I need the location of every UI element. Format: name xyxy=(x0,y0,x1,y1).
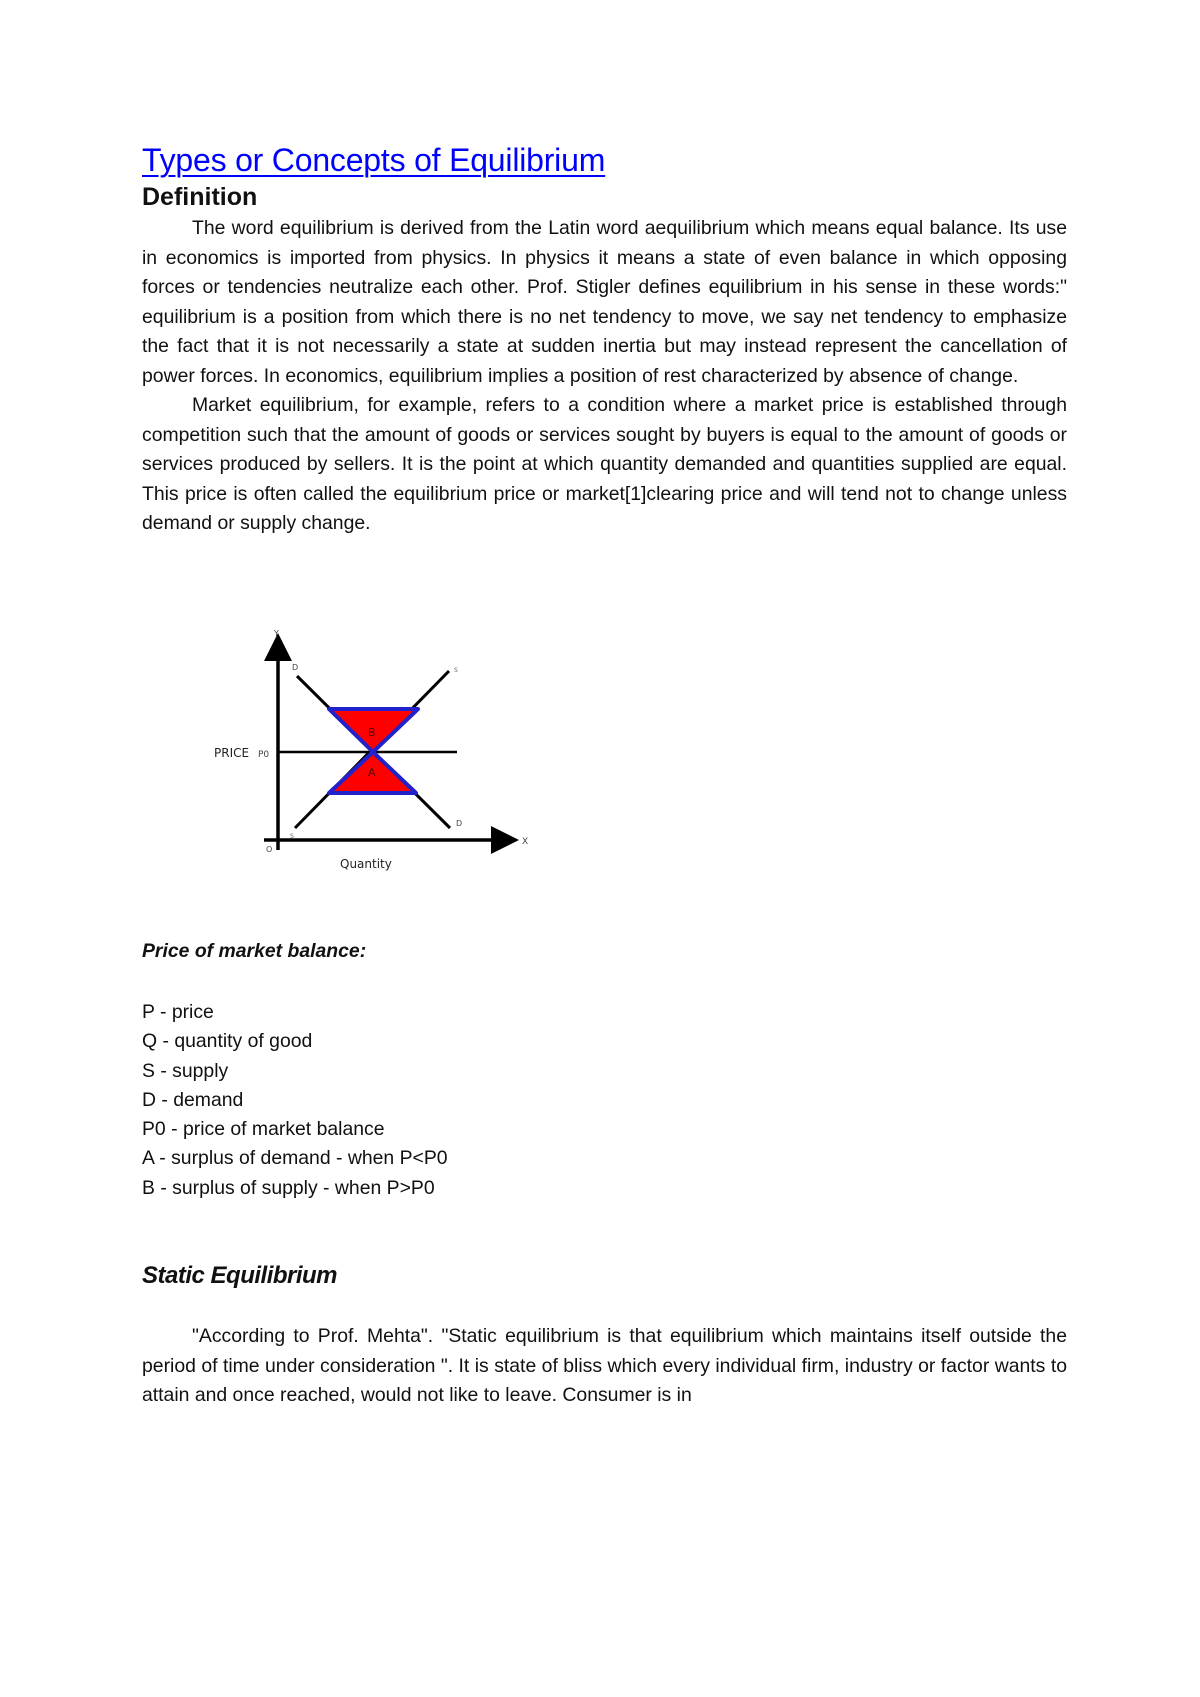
definition-paragraph: The word equilibrium is derived from the Latin word aequilibrium which means equal balance. Its use in economics is imported from physics. In physics it means a state of even balance in which opposing forces or tendencies neutralize each other. Prof. Stigler defines equilibrium in his sense in these words:" equilibrium is a position from which there is no net tendency to move, we say net tendency to emphasize the fact that it is not necessarily a state at sudden inertia but may instead represent the cancellation of power forces. In economics, equilibrium implies a position of rest characterized by absence of change. xyxy=(142,217,1067,387)
demand-label-bottom: D xyxy=(456,819,463,828)
quantity-label: Quantity xyxy=(340,857,392,871)
static-equilibrium-heading: Static Equilibrium xyxy=(142,1262,338,1289)
static-equilibrium-paragraph: "According to Prof. Mehta". "Static equilibrium is that equilibrium which maintains itself outside the period of time under consideration ". It is state of bliss which every individual firm, industry or factor wants to attain and once reached, would not like to leave. Consumer is in xyxy=(142,1325,1067,1406)
demand-label-top: D xyxy=(292,663,299,672)
equilibrium-diagram xyxy=(182,612,542,872)
region-a-label: A xyxy=(368,766,376,779)
document-title-link[interactable]: Types or Concepts of Equilibrium xyxy=(142,142,606,178)
origin-label: O xyxy=(266,845,273,854)
supply-label-bottom: S xyxy=(290,833,294,840)
legend-item: S - supply xyxy=(142,1059,229,1082)
supply-label-top: S xyxy=(454,667,458,674)
legend-item: Q - quantity of good xyxy=(142,1030,313,1053)
legend-item: P - price xyxy=(142,1001,214,1023)
x-axis-label: X xyxy=(522,837,529,847)
document-page xyxy=(142,140,1067,1406)
price-label: PRICE xyxy=(214,746,250,760)
region-b-label: B xyxy=(368,726,376,739)
legend-title: Price of market balance: xyxy=(142,940,367,962)
market-equilibrium-paragraph: Market equilibrium, for example, refers to a condition where a market price is established through competition such that the amount of goods or services sought by buyers is equal to the amount of goods or services produced by sellers. It is the point at which quantity demanded and quantities supplied are equal. This price is often called the equilibrium price or market[1]clearing price and will tend not to change unless demand or supply change. xyxy=(142,394,1067,534)
legend-item: D - demand xyxy=(142,1088,244,1111)
legend-item: A - surplus of demand - when P<P0 xyxy=(142,1147,448,1170)
equilibrium-diagram-svg xyxy=(182,612,542,872)
legend-list xyxy=(142,998,448,1203)
y-axis-label: Y xyxy=(274,629,279,638)
legend-item: P0 - price of market balance xyxy=(142,1118,385,1141)
definition-heading: Definition xyxy=(142,183,258,211)
legend-item: B - surplus of supply - when P>P0 xyxy=(142,1176,435,1199)
p0-label: P0 xyxy=(258,750,270,760)
